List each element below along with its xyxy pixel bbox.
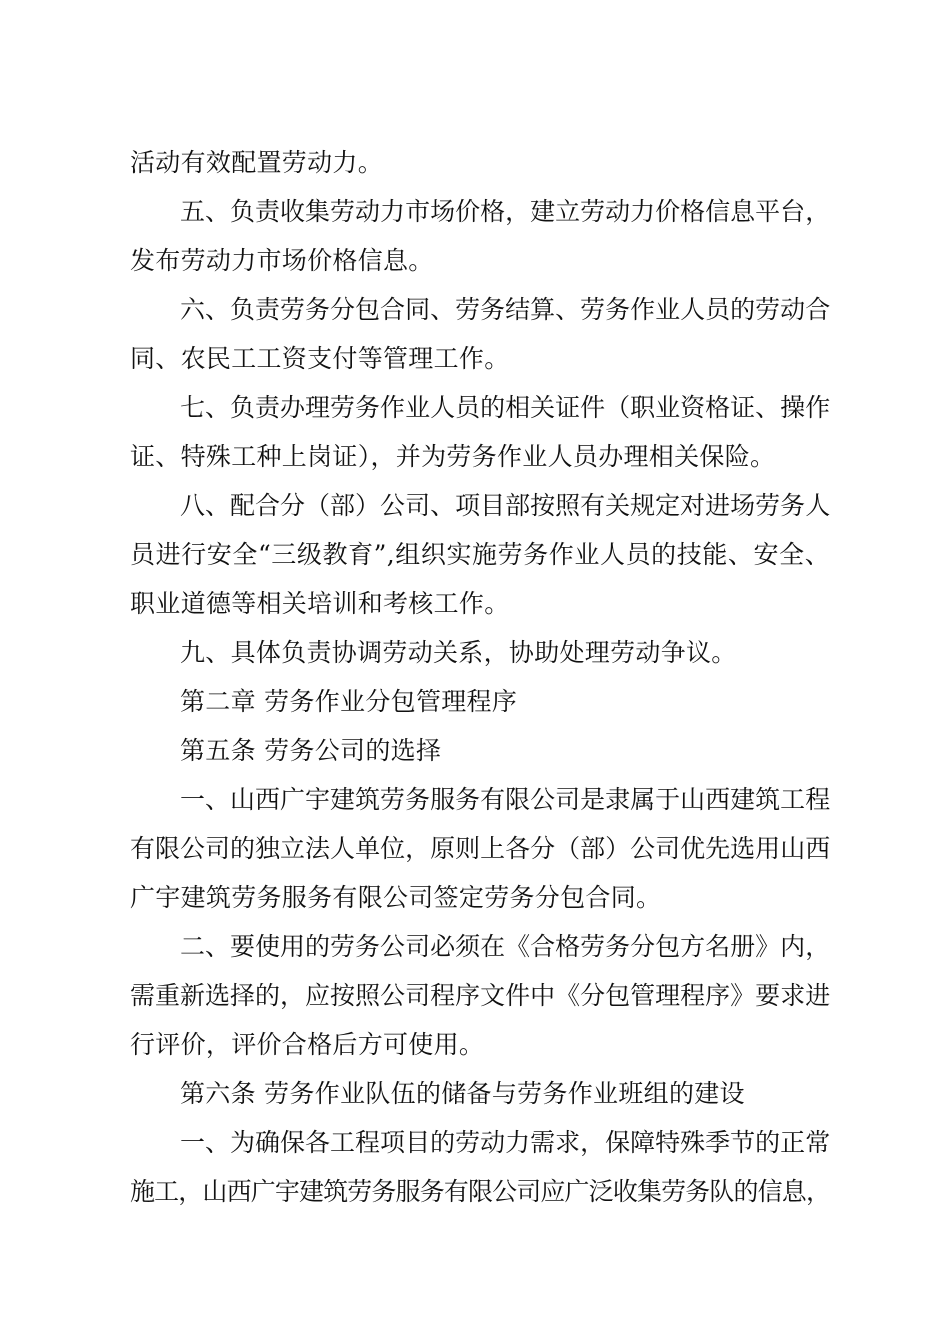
paragraph-line: 员进行安全“三级教育”,组织实施劳务作业人员的技能、安全、	[130, 540, 830, 569]
paragraph-line: 五、负责收集劳动力市场价格，建立劳动力价格信息平台，	[180, 197, 830, 226]
paragraph-line: 六、负责劳务分包合同、劳务结算、劳务作业人员的劳动合	[180, 295, 830, 324]
paragraph-line: 一、山西广宇建筑劳务服务有限公司是隶属于山西建筑工程	[180, 785, 830, 814]
paragraph-line: 一、为确保各工程项目的劳动力需求，保障特殊季节的正常	[180, 1128, 830, 1157]
paragraph-line: 有限公司的独立法人单位，原则上各分（部）公司优先选用山西	[130, 834, 830, 863]
paragraph-line: 需重新选择的，应按照公司程序文件中《分包管理程序》要求进	[130, 981, 830, 1010]
paragraph-line: 广宇建筑劳务服务有限公司签定劳务分包合同。	[130, 883, 662, 912]
article-heading: 第五条 劳务公司的选择	[180, 736, 442, 765]
paragraph-line: 同、农民工工资支付等管理工作。	[130, 344, 510, 373]
paragraph-line: 发布劳动力市场价格信息。	[130, 246, 434, 275]
paragraph-line: 七、负责办理劳务作业人员的相关证件（职业资格证、操作	[180, 393, 830, 422]
paragraph-line: 活动有效配置劳动力。	[130, 148, 384, 177]
paragraph-line: 行评价，评价合格后方可使用。	[130, 1030, 485, 1059]
paragraph-line: 八、配合分（部）公司、项目部按照有关规定对进场劳务人	[180, 491, 830, 520]
chapter-heading: 第二章 劳务作业分包管理程序	[180, 687, 518, 716]
paragraph-line: 证、特殊工种上岗证），并为劳务作业人员办理相关保险。	[130, 442, 776, 471]
paragraph-line: 施工，山西广宇建筑劳务服务有限公司应广泛收集劳务队的信息，	[130, 1177, 830, 1206]
paragraph-line: 九、具体负责协调劳动关系，协助处理劳动争议。	[180, 638, 737, 667]
paragraph-line: 二、要使用的劳务公司必须在《合格劳务分包方名册》内，	[180, 932, 830, 961]
article-heading: 第六条 劳务作业队伍的储备与劳务作业班组的建设	[180, 1079, 745, 1108]
paragraph-line: 职业道德等相关培训和考核工作。	[130, 589, 510, 618]
